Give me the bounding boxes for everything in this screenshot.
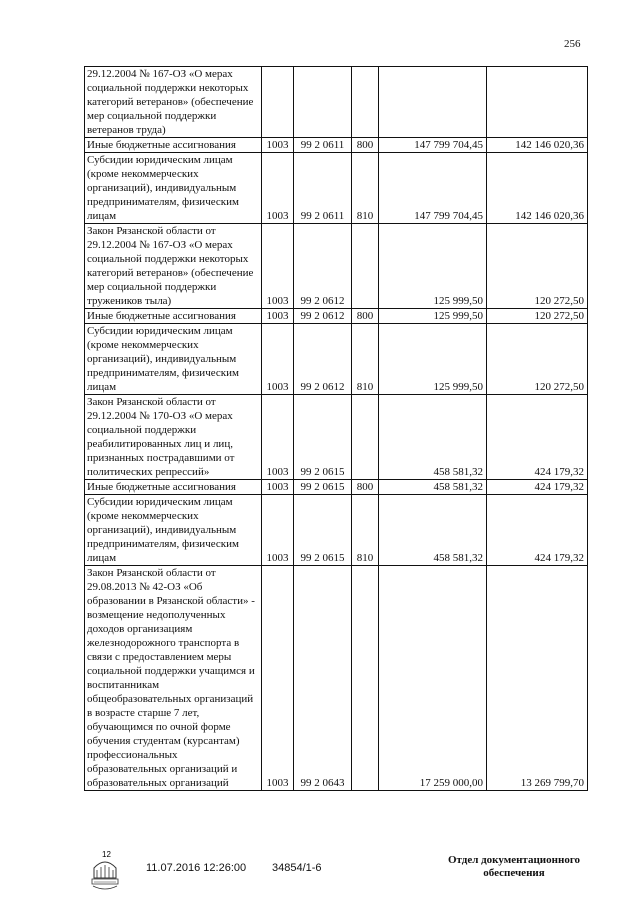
- footer-department: Отдел документационного обеспечения: [447, 854, 581, 879]
- row-sum1: 147 799 704,45: [379, 138, 487, 153]
- page-number: 256: [564, 38, 581, 50]
- budget-table: [84, 66, 588, 791]
- footer-date: 11.07.2016 12:26:00: [146, 862, 247, 874]
- row-name: Субсидии юридическим лицам (кроме некоммерческих организаций), индивидуальным предпринимателям, физическим лицам: [85, 495, 262, 566]
- row-section: 1003: [262, 495, 294, 566]
- row-name: 29.12.2004 № 167-ОЗ «О мерах социальной поддержки некоторых категорий ветеранов» (обеспечение мер социальной поддержки ветеранов труда): [85, 67, 262, 138]
- row-name: Субсидии юридическим лицам (кроме некоммерческих организаций), индивидуальным предпринимателям, физическим лицам: [85, 153, 262, 224]
- row-sum2: 120 272,50: [487, 309, 588, 324]
- row-type: 800: [352, 309, 379, 324]
- table-row: [85, 324, 588, 395]
- footer: [0, 848, 640, 898]
- row-target: 99 2 0611: [294, 153, 352, 224]
- table-row: [85, 138, 588, 153]
- row-sum2: 120 272,50: [487, 224, 588, 309]
- table-row: [85, 224, 588, 309]
- table-row: [85, 309, 588, 324]
- row-target: 99 2 0612: [294, 224, 352, 309]
- row-type: 810: [352, 324, 379, 395]
- row-sum1: 147 799 704,45: [379, 153, 487, 224]
- row-sum1: 458 581,32: [379, 395, 487, 480]
- row-type: [352, 395, 379, 480]
- row-target: 99 2 0615: [294, 495, 352, 566]
- row-name: Закон Рязанской области от 29.08.2013 № 42-ОЗ «Об образовании в Рязанской области» - возмещение недополученных доходов организациям железнодорожного транспорта в связи с предоставлением меры социальной поддержки учащимся и воспитанникам общеобразовательных организаций в возрасте старше 7 лет, обучающимся по очной форме обучения студентам (курсантам) профессиональных образовательных организаций и образовательных организаций: [85, 566, 262, 791]
- stamp-number: 12: [102, 850, 111, 859]
- row-sum1: [379, 67, 487, 138]
- row-name: Иные бюджетные ассигнования: [85, 309, 262, 324]
- row-sum1: 125 999,50: [379, 324, 487, 395]
- row-section: 1003: [262, 480, 294, 495]
- row-target: 99 2 0612: [294, 324, 352, 395]
- row-type: [352, 67, 379, 138]
- row-section: 1003: [262, 138, 294, 153]
- table-row: [85, 395, 588, 480]
- row-type: 810: [352, 495, 379, 566]
- table-row: [85, 67, 588, 138]
- row-name: Закон Рязанской области от 29.12.2004 № 167-ОЗ «О мерах социальной поддержки некоторых категорий ветеранов» (обеспечение мер социальной поддержки тружеников тыла): [85, 224, 262, 309]
- row-target: 99 2 0643: [294, 566, 352, 791]
- row-target: 99 2 0615: [294, 395, 352, 480]
- coat-of-arms-stamp-icon: [88, 848, 122, 892]
- row-sum2: 424 179,32: [487, 395, 588, 480]
- row-sum1: 458 581,32: [379, 495, 487, 566]
- row-name: Иные бюджетные ассигнования: [85, 138, 262, 153]
- row-type: 800: [352, 480, 379, 495]
- table-row: [85, 153, 588, 224]
- row-type: 800: [352, 138, 379, 153]
- row-sum1: 125 999,50: [379, 309, 487, 324]
- row-sum2: 424 179,32: [487, 480, 588, 495]
- row-section: 1003: [262, 395, 294, 480]
- row-sum2: 142 146 020,36: [487, 153, 588, 224]
- row-section: 1003: [262, 309, 294, 324]
- row-section: 1003: [262, 224, 294, 309]
- row-sum2: 120 272,50: [487, 324, 588, 395]
- row-sum1: 458 581,32: [379, 480, 487, 495]
- table-row: [85, 495, 588, 566]
- row-sum2: 424 179,32: [487, 495, 588, 566]
- row-type: [352, 566, 379, 791]
- row-section: 1003: [262, 153, 294, 224]
- row-sum2: [487, 67, 588, 138]
- row-target: 99 2 0612: [294, 309, 352, 324]
- row-name: Закон Рязанской области от 29.12.2004 № 170-ОЗ «О мерах социальной поддержки реабилитированных лиц и лиц, признанных пострадавшими от политических репрессий»: [85, 395, 262, 480]
- row-name: Субсидии юридическим лицам (кроме некоммерческих организаций), индивидуальным предпринимателям, физическим лицам: [85, 324, 262, 395]
- row-target: 99 2 0611: [294, 138, 352, 153]
- table-row: [85, 566, 588, 791]
- row-section: 1003: [262, 324, 294, 395]
- table-row: [85, 480, 588, 495]
- row-sum1: 17 259 000,00: [379, 566, 487, 791]
- row-sum2: 13 269 799,70: [487, 566, 588, 791]
- row-sum2: 142 146 020,36: [487, 138, 588, 153]
- row-name: Иные бюджетные ассигнования: [85, 480, 262, 495]
- row-type: 810: [352, 153, 379, 224]
- row-target: [294, 67, 352, 138]
- row-section: 1003: [262, 566, 294, 791]
- row-target: 99 2 0615: [294, 480, 352, 495]
- row-section: [262, 67, 294, 138]
- footer-doc-number: 34854/1-6: [272, 862, 322, 874]
- row-sum1: 125 999,50: [379, 224, 487, 309]
- row-type: [352, 224, 379, 309]
